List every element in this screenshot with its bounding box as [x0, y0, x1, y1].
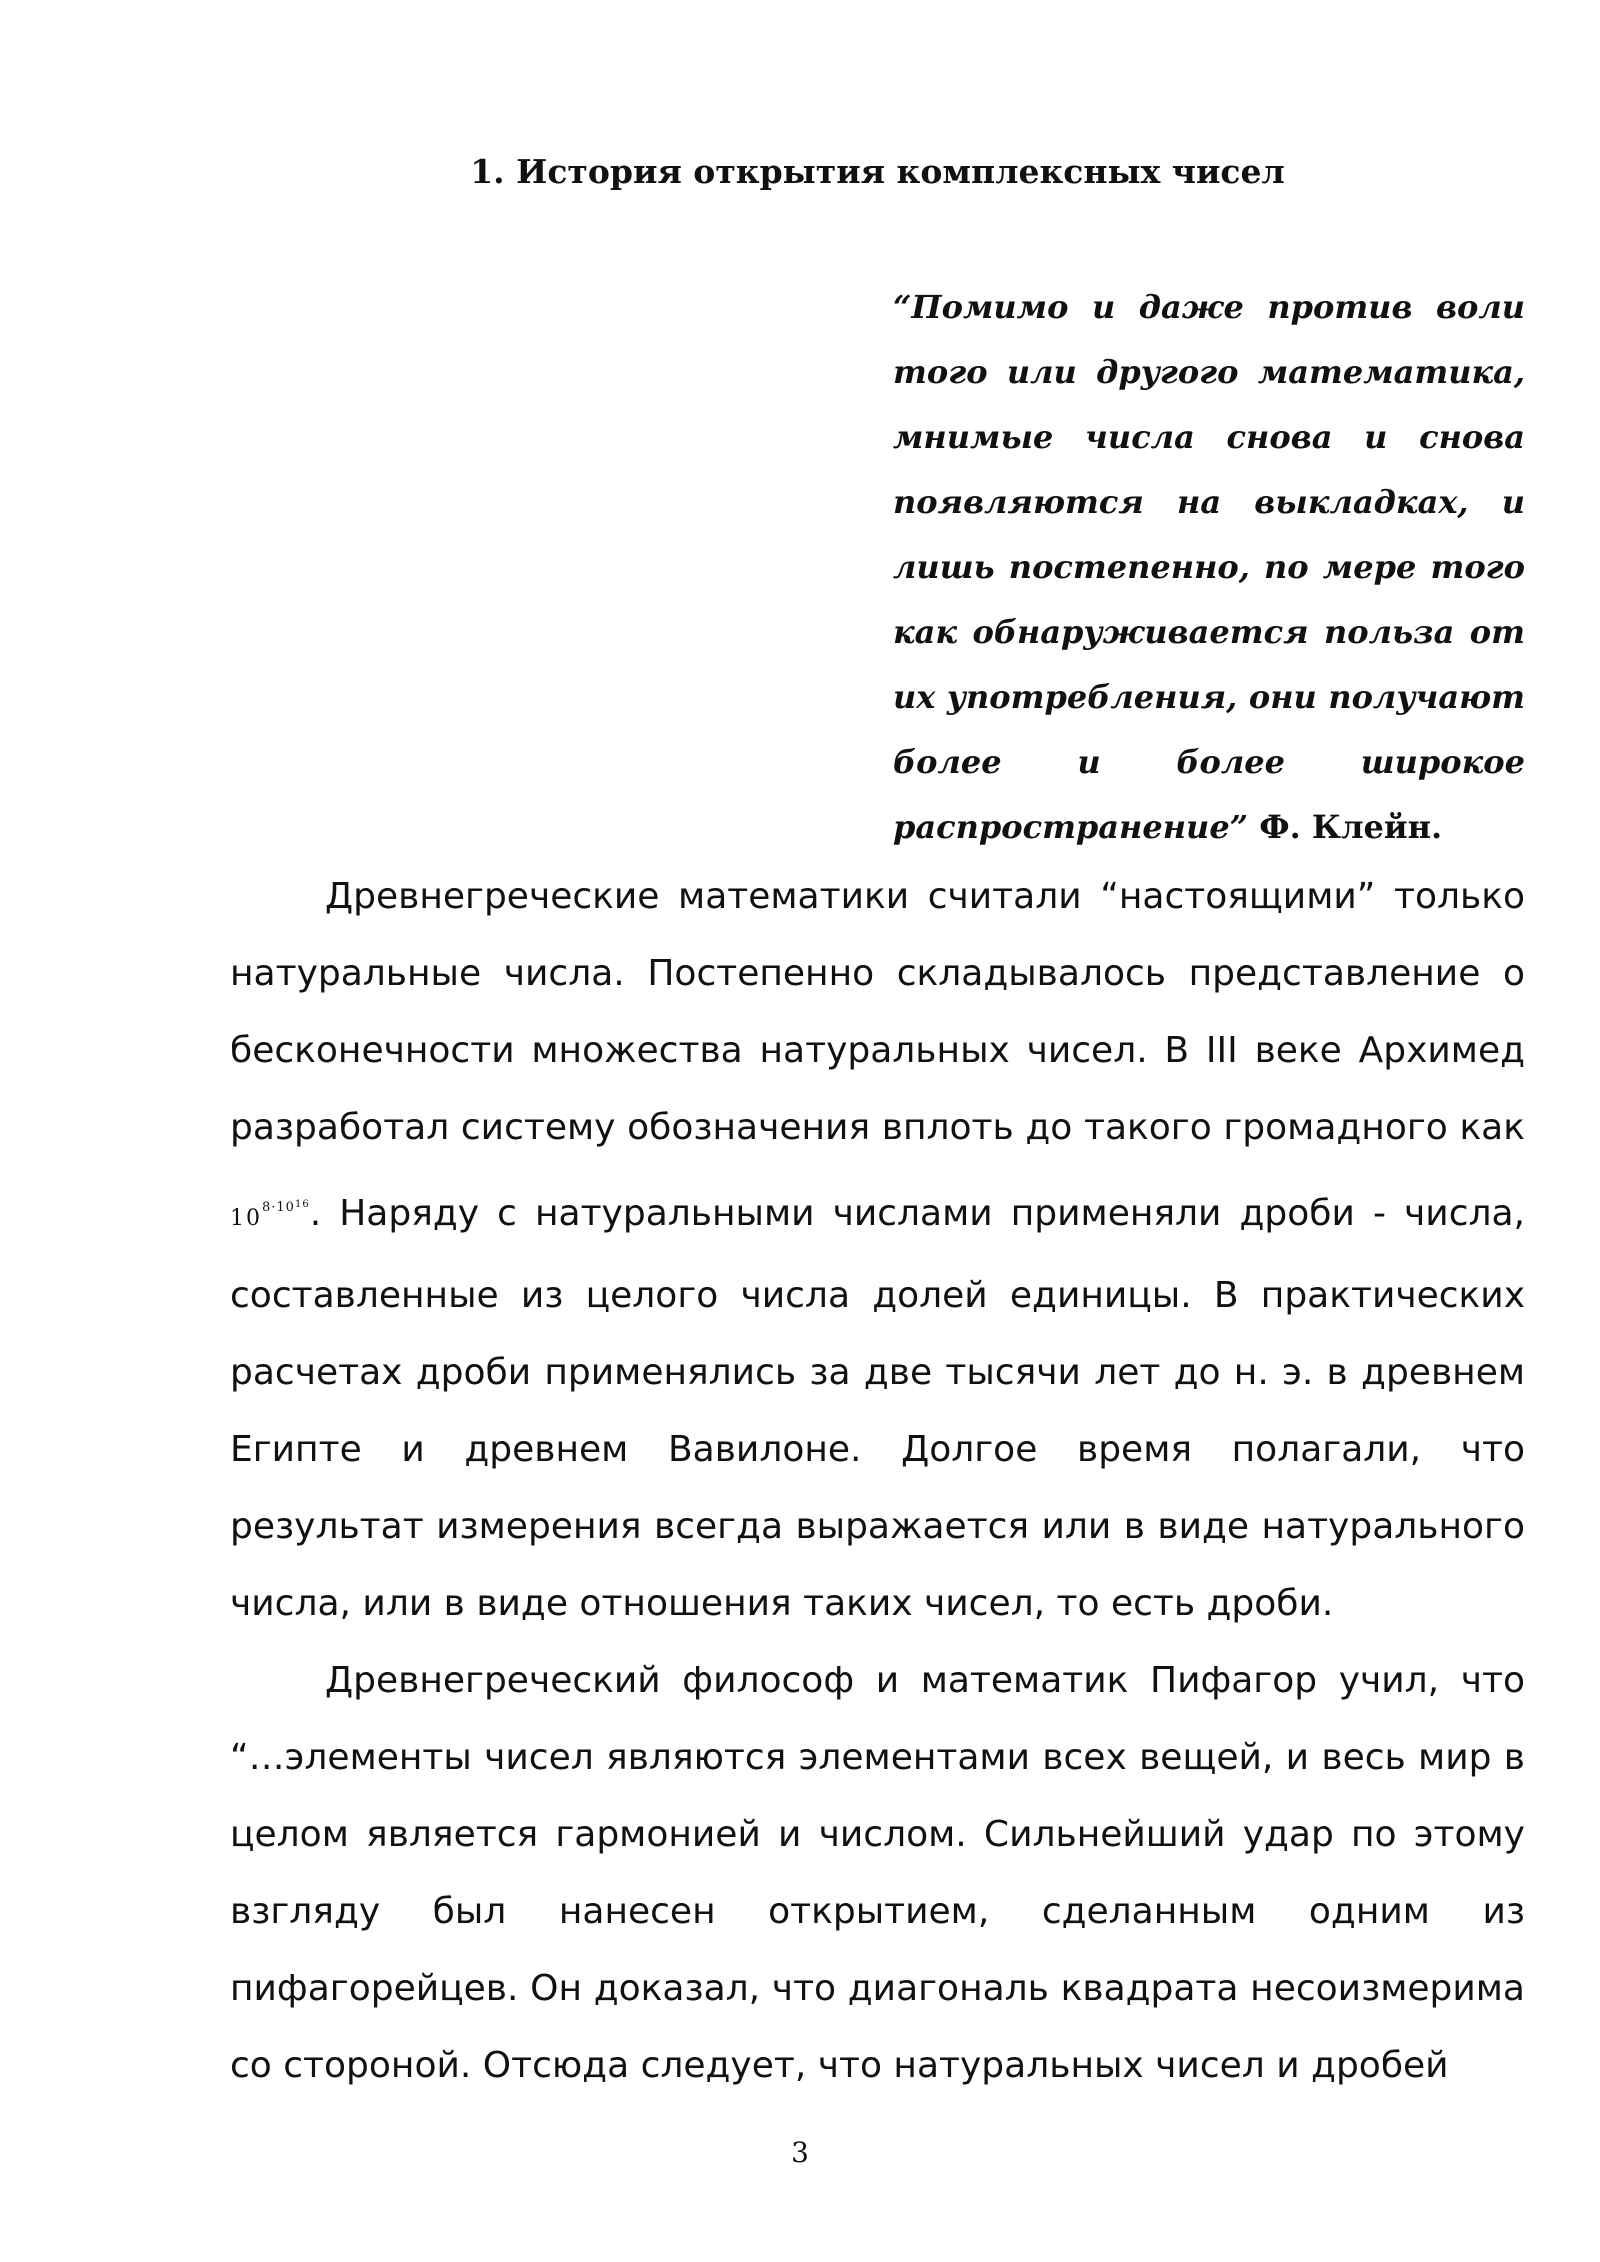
epigraph	[893, 275, 1525, 860]
archimedes-number-formula	[230, 1199, 310, 1231]
formula-base: 10	[230, 1206, 262, 1231]
page-number: 3	[791, 2136, 809, 2169]
epigraph-quote: “Помимо и даже против воли того или другого математика, мнимые числа снова и снова появляются на выкладках, и лишь постепенно, по мере того как обнаруживается польза от их употребления, они получают более и более широкое распространение”	[893, 288, 1525, 846]
paragraph-1-text-before: Древнегреческие математики считали “настоящими” только натуральные числа. Постепенно складывалось представление о бесконечности множества натуральных чисел. В III веке Архимед разработал систему обозначения вплоть до такого громадного как	[230, 876, 1525, 1148]
body-text	[230, 858, 1525, 2104]
formula-exponent	[262, 1200, 310, 1215]
paragraph-2: Древнегреческий философ и математик Пифагор учил, что “…элементы чисел являются элементами всех вещей, и весь мир в целом является гармонией и числом. Сильнейший удар по этому взгляду был нанесен открытием, сделанным одним из пифагорейцев. Он доказал, что диагональ квадрата несоизмерима со стороной. Отсюда следует, что натуральных чисел и дробей	[230, 1660, 1525, 2086]
formula-exponent-power: 16	[294, 1199, 310, 1210]
epigraph-author: Ф. Клейн.	[1259, 808, 1443, 846]
paragraph-1-text-after: . Наряду с натуральными числами применяли дроби - числа, составленные из целого числа долей единицы. В практических расчетах дроби применялись за две тысячи лет до н. э. в древнем Египте и древнем Вавилоне. Долгое время полагали, что результат измерения всегда выражается или в виде натурального числа, или в виде отношения таких чисел, то есть дроби.	[230, 1193, 1525, 1624]
section-title: 1. История открытия комплексных чисел	[470, 152, 1285, 191]
formula-exponent-base: 8·10	[262, 1200, 295, 1215]
paragraph-1	[230, 858, 1525, 1642]
